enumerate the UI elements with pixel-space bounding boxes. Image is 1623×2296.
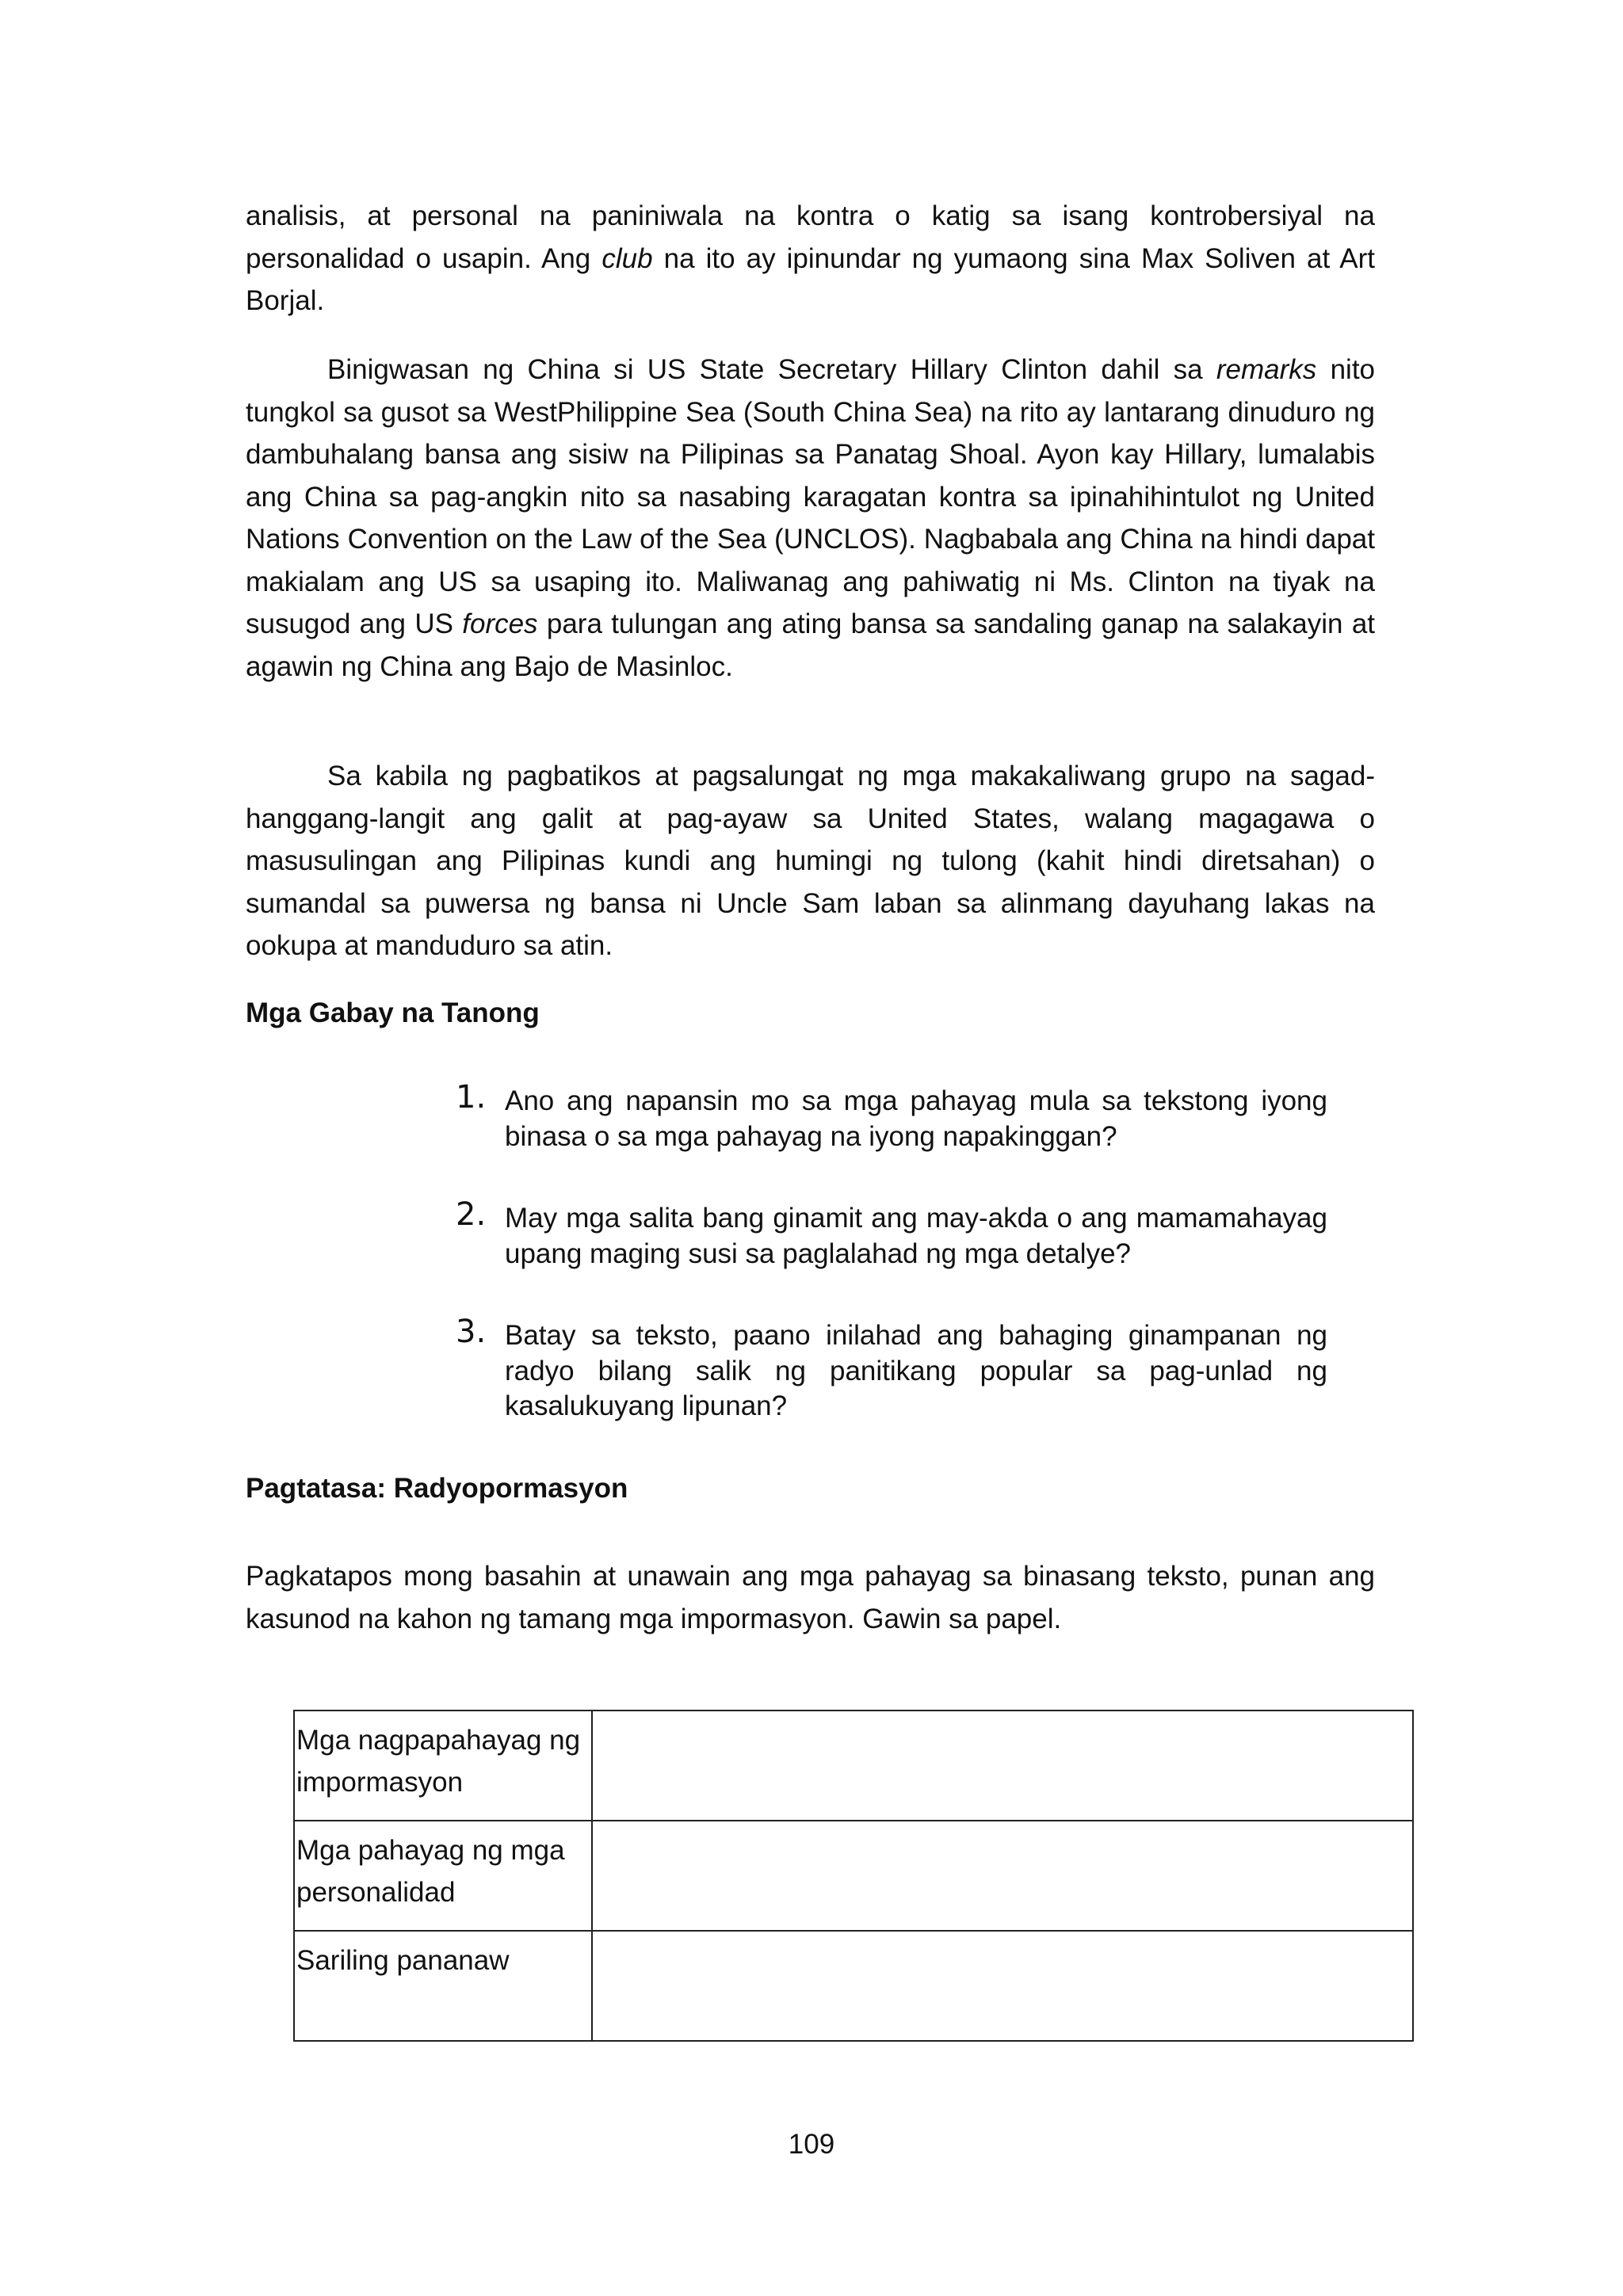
paragraph-china-clinton [246, 349, 1375, 688]
paragraph-text: analisis, at personal na paniniwala na kontra o katig sa isang kontrobersiyal na personalidad o usapin. Ang [246, 200, 1375, 274]
question-number: 3. [456, 1314, 487, 1350]
table-answer-cell [592, 1931, 1413, 2041]
italic-term: forces [462, 608, 538, 639]
paragraph-uncle-sam: Sa kabila ng pagbatikos at pagsalungat ng mga makakaliwang grupo na sagad-hanggang-langit ang galit at pag-ayaw sa United States, walang magagawa o masusulingan ang Pilipinas kundi ang humingi ng tulong (kahit hindi diretsahan) o sumandal sa puwersa ng bansa ni Uncle Sam laban sa alinmang dayuhang lakas na ookupa at manduduro sa atin. [246, 761, 1375, 961]
table-label-cell: Mga nagpapahayag ng impormasyon [294, 1711, 592, 1821]
pagtatasa-instruction: Pagkatapos mong basahin at unawain ang mga pahayag sa binasang teksto, punan ang kasunod na kahon ng tamang mga impormasyon. Gawin sa papel. [246, 1561, 1375, 1634]
page-number: 109 [788, 2129, 835, 2160]
table-answer-cell [592, 1821, 1413, 1931]
paragraph-text: na ito ay ipinundar ng yumaong sina Max Soliven at Art Borjal. [246, 242, 1376, 316]
question-text: Batay sa teksto, paano inilahad ang bahaging ginampanan ng radyo bilang salik ng panitikang popular sa pag-unlad ng kasalukuyang lipunan? [505, 1320, 1327, 1421]
radyopormasyon-table [293, 1710, 1414, 2042]
paragraph-text: nito tungkol sa gusot sa WestPhilippine Sea (South China Sea) na rito ay lantarang dinuduro ng dambuhalang bansa ang sisiw na Pilipinas sa Panatag Shoal. Ayon kay Hillary, lumalabis ang China sa pag-angkin nito sa nasabing karagatan kontra sa ipinahihintulot ng United Nations Convention on the Law of the Sea (UNCLOS). Nagbabala ang China na hindi dapat makialam ang US sa usaping ito. Maliwanag ang pahiwatig ni Ms. Clinton na tiyak na susugod ang US [246, 354, 1376, 639]
table-row [294, 1931, 1413, 2041]
heading-pagtatasa: Pagtatasa: Radyopormasyon [246, 1473, 628, 1504]
question-number: 1. [456, 1079, 487, 1116]
italic-term: club [601, 242, 653, 274]
italic-term: remarks [1216, 354, 1317, 385]
question-text: May mga salita bang ginamit ang may-akda o ang mamamahayag upang maging susi sa paglalahad ng mga detalye? [505, 1203, 1327, 1269]
heading-gabay-na-tanong: Mga Gabay na Tanong [246, 997, 540, 1028]
table-row [294, 1821, 1413, 1931]
paragraph-text: para tulungan ang ating bansa sa sandaling ganap na salakayin at agawin ng China ang Bajo de Masinloc. [246, 608, 1376, 682]
table-label-cell: Sariling pananaw [294, 1931, 592, 2041]
table-row [294, 1711, 1413, 1821]
question-number: 2. [456, 1196, 487, 1233]
question-text: Ano ang napansin mo sa mga pahayag mula sa tekstong iyong binasa o sa mga pahayag na iyong napakinggan? [505, 1085, 1327, 1152]
paragraph-intro [246, 195, 1375, 322]
table-label-cell: Mga pahayag ng mga personalidad [294, 1821, 592, 1931]
paragraph-text: Binigwasan ng China si US State Secretary Hillary Clinton dahil sa [327, 354, 1216, 385]
table-answer-cell [592, 1711, 1413, 1821]
